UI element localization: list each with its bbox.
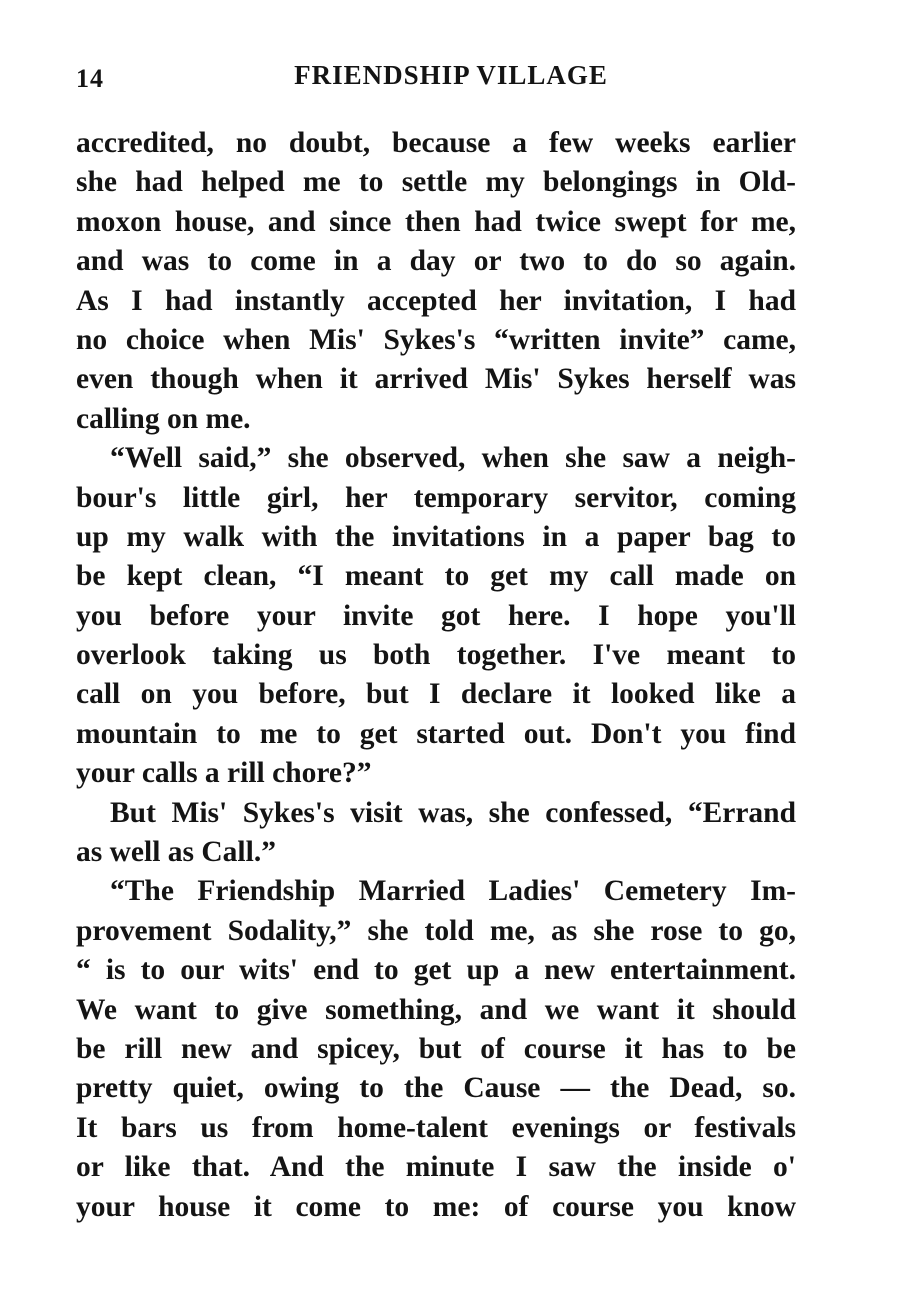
running-head — [76, 60, 796, 100]
text-line: accredited, no doubt, because a few weeks earlier — [76, 127, 796, 159]
paragraph-start-line: “Well said,” she observed, when she saw a neigh- — [110, 442, 796, 475]
text-line: As I had instantly accepted her invitation, I had — [76, 284, 796, 317]
paragraph-start-line: But Mis' Sykes's visit was, she confessed, “Errand — [110, 796, 796, 829]
body-text — [76, 124, 796, 1227]
text-line: and was to come in a day or two to do so again. — [76, 245, 796, 278]
text-line: up my walk with the invitations in a paper bag to — [76, 520, 796, 553]
text-line: she had helped me to settle my belongings in Old- — [76, 166, 796, 199]
text-line: be kept clean, “I meant to get my call made on — [76, 560, 796, 593]
page-number: 14 — [76, 64, 104, 93]
text-line: your house it come to me: of course you know — [76, 1190, 796, 1223]
running-title: FRIENDSHIP VILLAGE — [294, 60, 608, 90]
text-line: bour's little girl, her temporary servitor, coming — [76, 481, 796, 514]
text-line: overlook taking us both together. I've meant to — [76, 639, 796, 672]
text-line: It bars us from home-talent evenings or festivals — [76, 1111, 796, 1144]
text-line: moxon house, and since then had twice swept for me, — [76, 205, 796, 238]
text-line: “ is to our wits' end to get up a new entertainment. — [76, 954, 796, 987]
text-line: calling on me. — [76, 402, 251, 435]
text-line: you before your invite got here. I hope you'll — [76, 599, 796, 632]
text-line: We want to give something, and we want it should — [76, 993, 796, 1026]
text-line: provement Sodality,” she told me, as she rose to go, — [76, 914, 796, 947]
text-line: be rill new and spicey, but of course it has to be — [76, 1032, 796, 1065]
text-line: no choice when Mis' Sykes's “written invite” came, — [76, 323, 796, 356]
text-line: call on you before, but I declare it looked like a — [76, 678, 796, 711]
text-line: mountain to me to get started out. Don't you find — [76, 717, 796, 750]
text-line: even though when it arrived Mis' Sykes herself was — [76, 363, 796, 396]
text-line: your calls a rill chore?” — [76, 757, 372, 790]
paragraph-start-line: “The Friendship Married Ladies' Cemetery Im- — [110, 875, 796, 908]
text-line: or like that. And the minute I saw the inside o' — [76, 1151, 796, 1184]
text-line: pretty quiet, owing to the Cause — the Dead, so. — [76, 1072, 796, 1105]
text-line: as well as Call.” — [76, 836, 276, 869]
